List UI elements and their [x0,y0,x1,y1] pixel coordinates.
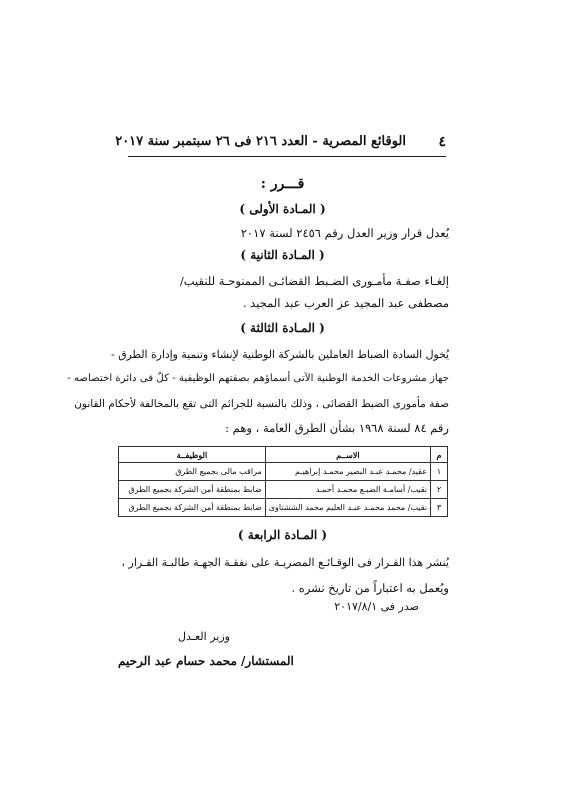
header-name: الاســم [265,447,430,463]
article-1-text: يُعدل قرار وزير العدل رقم ٢٤٥٦ لسنة ٢٠١٧ [240,226,449,240]
officer-name: نقيب/ محمد محمـد عبـد العليم محمد الششتاوى [265,499,430,517]
row-number: ٣ [431,499,448,517]
officer-name: نقيب/ أسامـة الضبـع محمـد أحمـد [265,481,430,499]
article-3-heading: ( المـادة الثالثة ) [240,321,325,335]
row-number: ١ [431,463,448,481]
officer-job: مراقب مالى بجميع الطرق [119,463,266,481]
table-row [119,463,448,481]
article-3-line-2: جهاز مشروعات الخدمة الوطنية الآتى أسماؤهم بصفتهم الوظيفية - كلٌ فى دائرة اختصاصه - [67,373,449,384]
officers-table [118,446,448,517]
article-2-line-2: مصطفى عبد المجيد عز العرب عبد المجيد . [242,296,449,310]
officer-job: ضابط بمنطقة أمن الشركة بجميع الطرق [119,481,266,499]
article-3-line-4: رقم ٨٤ لسنة ١٩٦٨ بشأن الطرق العامة ، وهم : [225,421,449,435]
table-row [119,499,448,517]
table-header-row [119,447,448,463]
officer-job: ضابط بمنطقة أمن الشركة بجميع الطرق [119,499,266,517]
issue-date: صدر فى ٢٠١٧/٨/١ [334,600,419,613]
officer-name: عقيد/ محمـد عبـد البصير محمـد إبراهيـم [265,463,430,481]
page-header [115,134,446,156]
header-number: م [431,447,448,463]
page-number: ٤ [438,134,446,150]
article-3-line-3: صفة مأمورى الضبط القضائى ، وذلك بالنسبة للجرائم التى تقع بالمخالفة لأحكام القانون [74,398,449,410]
article-4-line-1: يُنشر هذا القـرار فى الوقـائـع المصريـة على نفقـة الجهـة طالبـة القـرار ، [121,556,449,569]
header-title: الوقائع المصرية - العدد ٢١٦ فى ٢٦ سبتمبر سنة ٢٠١٧ [115,134,406,149]
signatory-role: وزير العـدل [178,630,230,643]
row-number: ٢ [431,481,448,499]
header-job: الوظيفــة [119,447,266,463]
decree-title: قـــرر : [260,176,305,192]
article-2-line-1: إلغـاء صفـة مأمـورى الضـبط القضائـى الممنوحـة للنقيب/ [179,274,449,288]
signatory-name: المستشار/ محمد حسام عبد الرحيم [118,654,294,668]
table-row [119,481,448,499]
article-3-line-1: يُخول السادة الضباط العاملين بالشركة الوطنية لإنشاء وتنمية وإدارة الطرق - [110,348,449,361]
article-4-heading: ( المـادة الرابعة ) [237,528,328,542]
header-divider [128,156,446,157]
article-4-line-2: ويُعمل به اعتباراً من تاريخ نشره . [291,581,449,595]
article-2-heading: ( المـادة الثانية ) [240,248,325,262]
article-1-heading: ( المـادة الأولى ) [239,202,326,216]
